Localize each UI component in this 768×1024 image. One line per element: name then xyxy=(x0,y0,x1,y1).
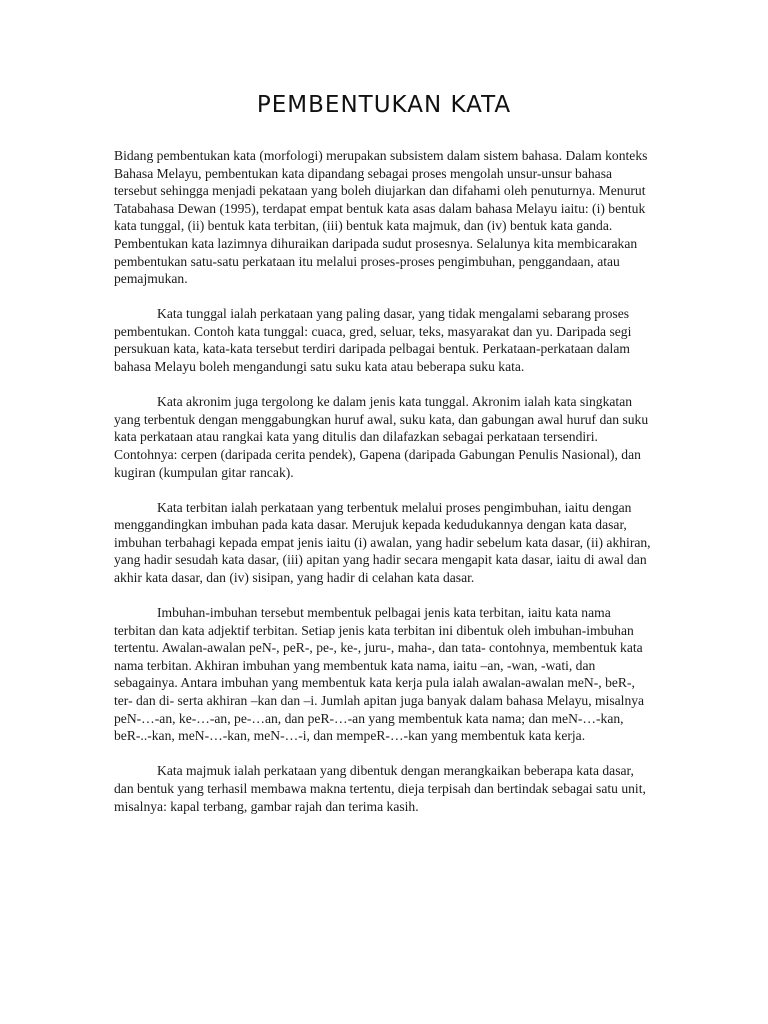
paragraph-kata-akronim: Kata akronim juga tergolong ke dalam jenis kata tunggal. Akronim ialah kata singkatan yang terbentuk dengan menggabungkan huruf awal, suku kata, dan gabungan awal huruf dan suku kata perkataan atau rangkai kata yang ditulis dan dilafazkan sebagai perkataan tersendiri. Contohnya: cerpen (daripada cerita pendek), Gapena (daripada Gabungan Penulis Nasional), dan kugiran (kumpulan gitar rancak). xyxy=(114,394,649,480)
paragraph-kata-terbitan: Kata terbitan ialah perkataan yang terbentuk melalui proses pengimbuhan, iaitu dengan menggandingkan imbuhan pada kata dasar. Merujuk kepada kedudukannya dengan kata dasar, imbuhan terbahagi kepada empat jenis iaitu (i) awalan, yang hadir sebelum kata dasar, (ii) akhiran, yang hadir sesudah kata dasar, (iii) apitan yang hadir secara mengapit kata dasar, iaitu di awal dan akhir kata dasar, dan (iv) sisipan, yang hadir di celahan kata dasar. xyxy=(114,499,651,585)
paragraph-kata-tunggal: Kata tunggal ialah perkataan yang paling dasar, yang tidak mengalami sebarang proses pembentukan. Contoh kata tunggal: cuaca, gred, seluar, teks, masyarakat dan yu. Daripada segi persukuan kata, kata-kata tersebut terdiri daripada pelbagai bentuk. Perkataan-perkataan dalam bahasa Melayu boleh mengandungi satu suku kata atau beberapa suku kata. xyxy=(114,306,632,375)
paragraph-imbuhan: Imbuhan-imbuhan tersebut membentuk pelbagai jenis kata terbitan, iaitu kata nama terbitan dan kata adjektif terbitan. Setiap jenis kata terbitan ini dibentuk oleh imbuhan-imbuhan tertentu. Awalan-awalan peN-, peR-, pe-, ke-, juru-, maha-, dan tata- contohnya, membentuk kata nama terbitan. Akhiran imbuhan yang membentuk kata nama, iaitu –an, -wan, -wati, dan sebagainya. Antara imbuhan yang membentuk kata kerja pula ialah awalan-awalan meN-, beR-, ter- dan di- serta akhiran –kan dan –i. Jumlah apitan juga banyak dalam bahasa Melayu, misalnya peN-…-an, ke-…-an, pe-…an, dan peR-…-an yang membentuk kata nama; dan meN-…-kan, beR-..-kan, meN-…-kan, meN-…-i, dan mempeR-…-kan yang membentuk kata kerja. xyxy=(114,605,645,744)
paragraph-intro: Bidang pembentukan kata (morfologi) merupakan subsistem dalam sistem bahasa. Dalam konteks Bahasa Melayu, pembentukan kata dipandang sebagai proses mengolah unsur-unsur bahasa tersebut sehingga menjadi pekataan yang boleh diujarkan dan difahami oleh penuturnya. Menurut Tatabahasa Dewan (1995), terdapat empat bentuk kata asas dalam bahasa Melayu iaitu: (i) bentuk kata tunggal, (ii) bentuk kata terbitan, (iii) bentuk kata majmuk, dan (iv) bentuk kata ganda. Pembentukan kata lazimnya dihuraikan daripada sudut prosesnya. Selalunya kita membicarakan pembentukan satu-satu perkataan itu melalui proses-proses pengimbuhan, penggandaan, atau pemajmukan. xyxy=(114,148,648,287)
paragraph-kata-majmuk: Kata majmuk ialah perkataan yang dibentuk dengan merangkaikan beberapa kata dasar, dan bentuk yang terhasil membawa makna tertentu, dieja terpisah dan bertindak sebagai satu unit, misalnya: kapal terbang, gambar rajah dan terima kasih. xyxy=(114,763,646,814)
document-title: PEMBENTUKAN KATA xyxy=(256,92,512,118)
document-body xyxy=(114,147,654,833)
